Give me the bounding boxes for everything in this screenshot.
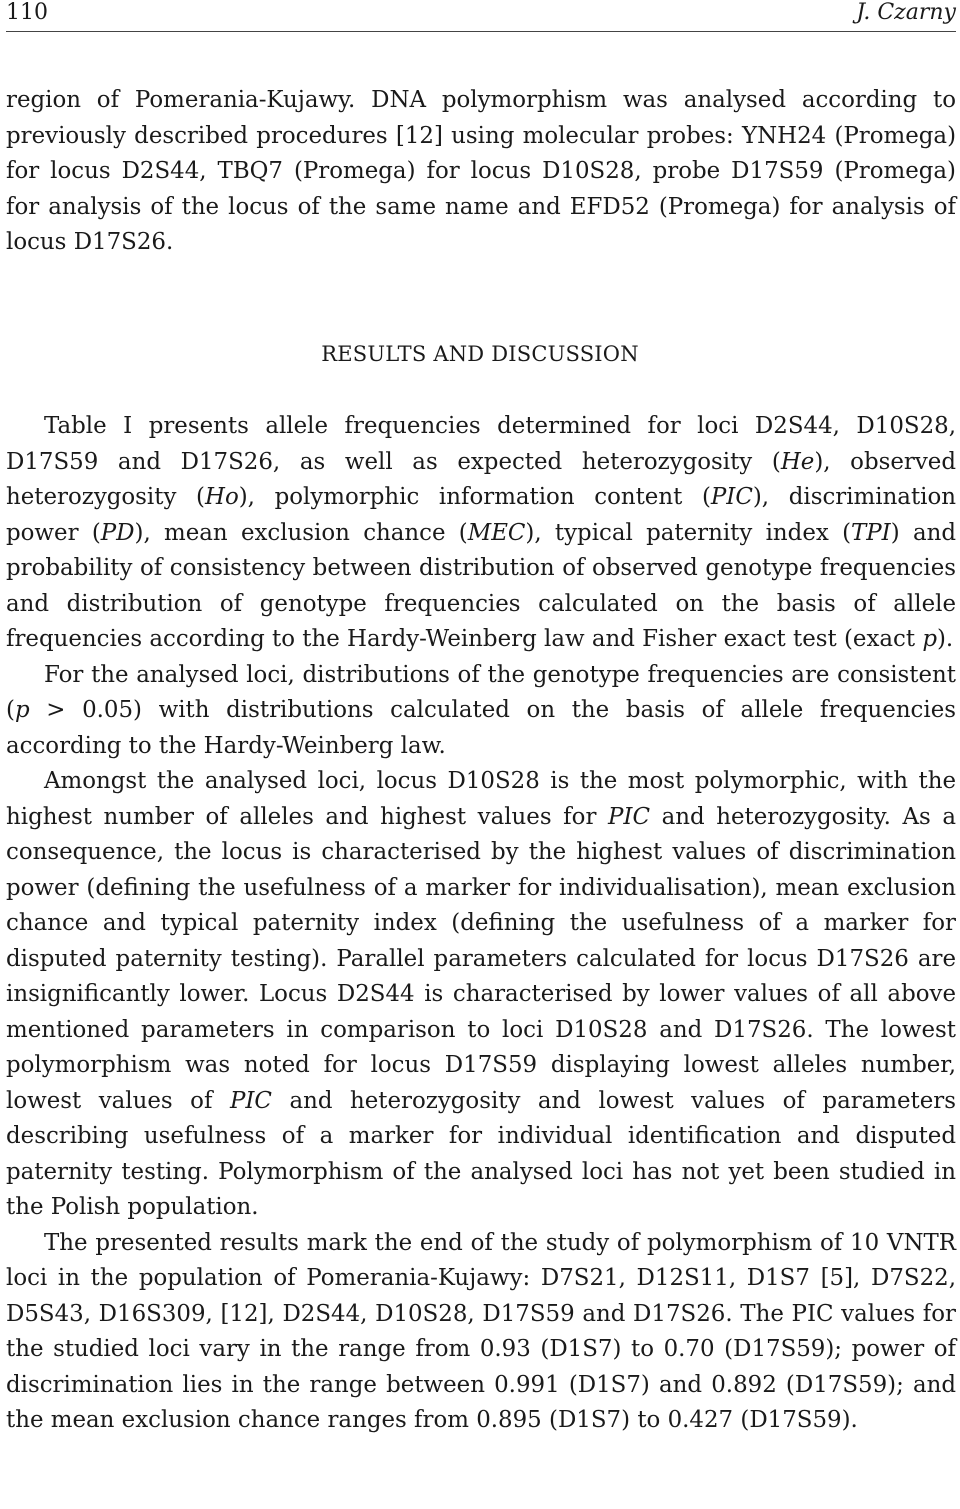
- results-paragraph-4: The presented results mark the end of the study of polymorphism of 10 VNTR loci in the population of Pomerania-Kujawy: D7S21, D12S11, D1S7 [5], D7S22, D5S43, D16S309, [12], D2S44, D10S28, D17S59 and D17S26. The PIC values for the studied loci vary in the range from 0.93 (D1S7) to 0.70 (D17S59); power of discrimination lies in the range between 0.991 (D1S7) and 0.892 (D17S59); and the mean exclusion chance ranges from 0.895 (D1S7) to 0.427 (D17S59).: [6, 1229, 956, 1433]
- text-run: and heterozygosity. As a consequence, the locus is characterised by the highest values of discrimination power (defining the usefulness of a marker for individualisation), mean exclusion chance and typical paternity index (defining the usefulness of a marker for disputed paternity testing). Parallel parameters calculated for locus D17S26 are insignificantly lower. Locus D2S44 is characterised by lower values of all above mentioned parameters in comparison to loci D10S28 and D17S26. The lowest polymorphism was noted for locus D17S59 displaying lowest alleles number, lowest values of: [6, 803, 956, 1114]
- page-number: 110: [6, 0, 48, 25]
- symbol-p: p: [922, 626, 937, 652]
- intro-paragraph-block: [6, 83, 956, 261]
- header-rule: [6, 31, 956, 32]
- symbol-ho: Ho: [204, 484, 239, 510]
- text-run: ), discrimination power (: [6, 484, 956, 546]
- results-paragraph-2: [6, 658, 956, 765]
- text-run: ) and probability of consistency between distribution of observed genotype frequencies and distribution of genotype frequencies calculated on the basis of allele frequencies according to the Hardy-Weinberg law and Fisher exact test (exact: [6, 519, 956, 652]
- results-paragraph-1: [6, 409, 956, 658]
- text-run: For the analysed loci, distributions of the genotype frequencies are consistent (: [6, 661, 956, 723]
- text-run: > 0.05) with distributions calculated on the basis of allele frequencies according to the Hardy-Weinberg law.: [6, 697, 956, 759]
- results-paragraph-3: [6, 764, 956, 1226]
- text-run: ), mean exclusion chance (: [134, 519, 468, 546]
- symbol-tpi: TPI: [851, 519, 891, 546]
- results-text: [6, 409, 956, 1439]
- symbol-p: p: [14, 697, 30, 723]
- text-run: and heterozygosity and lowest values of parameters describing usefulness of a marker for individual identification and disputed paternity testing. Polymorphism of the analysed loci has not yet been studied in the Polish population.: [6, 1087, 956, 1220]
- text-run: ), observed heterozygosity (: [6, 448, 956, 510]
- text-run: ), polymorphic information content (: [238, 484, 711, 510]
- symbol-pic: PIC: [608, 803, 650, 830]
- section-heading: RESULTS AND DISCUSSION: [321, 342, 639, 366]
- symbol-he: He: [780, 448, 815, 475]
- symbol-pic: PIC: [710, 484, 753, 510]
- page-header: [6, 0, 956, 26]
- symbol-pd: PD: [100, 519, 135, 546]
- text-run: ).: [936, 626, 954, 652]
- text-run: Amongst the analysed loci, locus D10S28 is the most polymorphic, with the highest number of alleles and highest values for: [6, 768, 956, 830]
- symbol-mec: MEC: [467, 519, 526, 546]
- intro-paragraph: region of Pomerania-Kujawy. DNA polymorphism was analysed according to previously described procedures [12] using molecular probes: YNH24 (Promega) for locus D2S44, TBQ7 (Promega) for locus D10S28, probe D17S59 (Promega) for analysis of the locus of the same name and EFD52 (Promega) for analysis of locus D17S26.: [6, 87, 956, 255]
- symbol-pic: PIC: [229, 1087, 272, 1114]
- text-run: Table I presents allele frequencies determined for loci D2S44, D10S28, D17S59 and D17S26, as well as expected heterozygosity (: [6, 413, 956, 475]
- running-head-author: J. Czarny: [856, 0, 956, 25]
- text-run: ), typical paternity index (: [525, 519, 851, 546]
